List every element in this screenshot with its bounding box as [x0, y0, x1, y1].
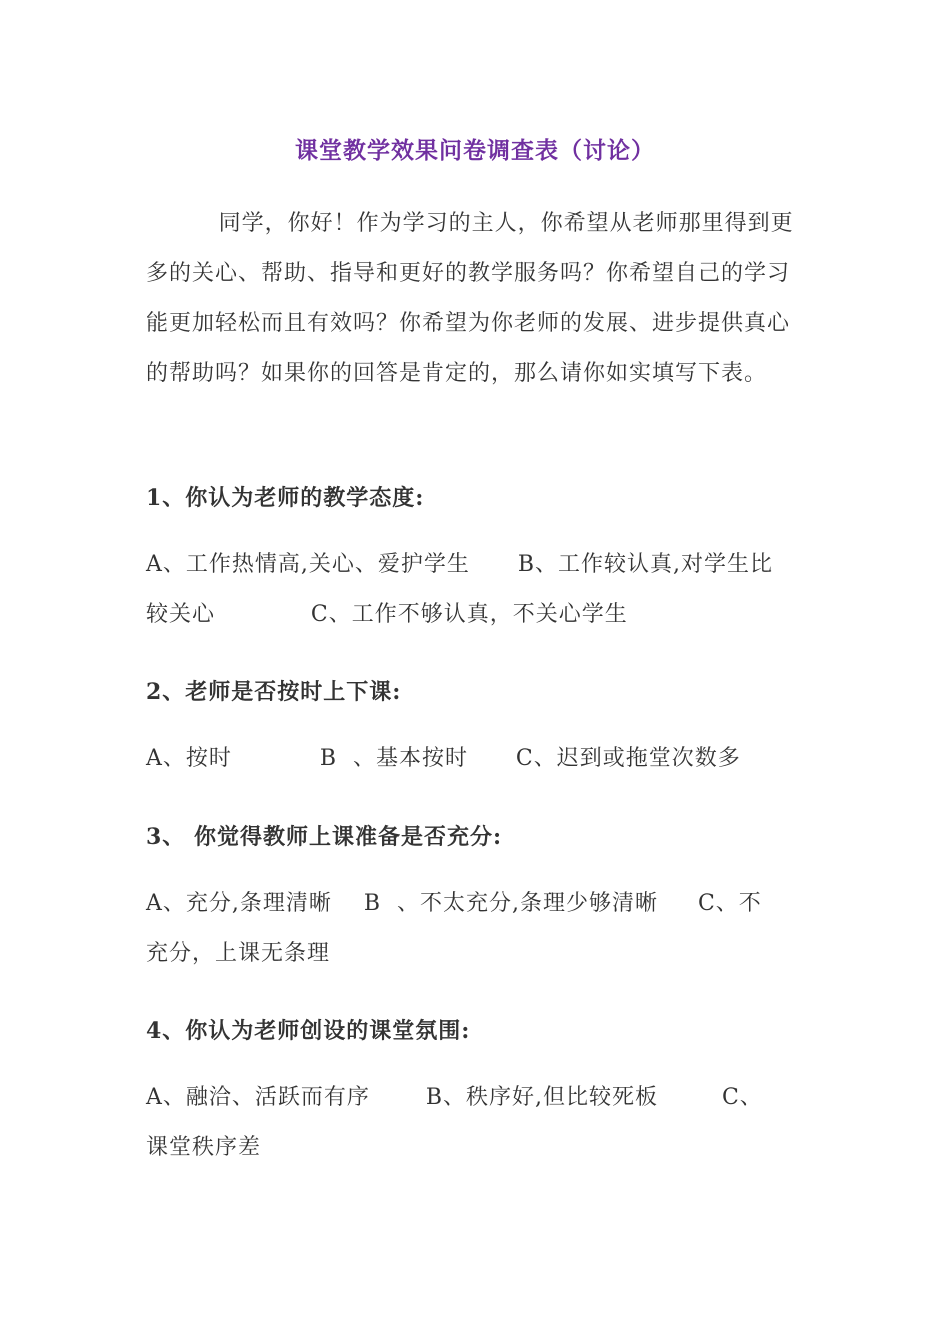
question-2: 2、老师是否按时上下课: [146, 679, 402, 705]
question-1: 1、你认为老师的教学态度: [146, 485, 425, 511]
question-4: 4、你认为老师创设的课堂氛围: [146, 1018, 471, 1044]
document-title: 课堂教学效果问卷调查表（讨论） [295, 137, 655, 164]
question-4-options-line-2: 课堂秩序差 [146, 1135, 262, 1160]
question-2-options-line-1: A、按时 B 、基本按时 C、迟到或拖堂次数多 [146, 746, 741, 771]
question-1-options-line-1: A、工作热情高,关心、爱护学生 B、工作较认真,对学生比 [146, 552, 774, 577]
question-1-options-line-2: 较关心 C、工作不够认真，不关心学生 [146, 602, 628, 627]
question-3: 3、 你觉得教师上课准备是否充分: [146, 824, 503, 850]
question-3-options-line-2: 充分，上课无条理 [146, 941, 331, 966]
question-4-options-line-1: A、融洽、活跃而有序 B、秩序好,但比较死板 C、 [146, 1085, 763, 1110]
question-3-options-line-1: A、充分,条理清晰 B 、不太充分,条理少够清晰 C、不 [146, 891, 762, 916]
intro-paragraph: 同学，你好！作为学习的主人，你希望从老师那里得到更多的关心、帮助、指导和更好的教学服务吗？你希望自己的学习能更加轻松而且有效吗？你希望为你老师的发展、进步提供真心的帮助吗？如果你的回答是肯定的，那么请你如实填写下表。 [146, 211, 794, 386]
